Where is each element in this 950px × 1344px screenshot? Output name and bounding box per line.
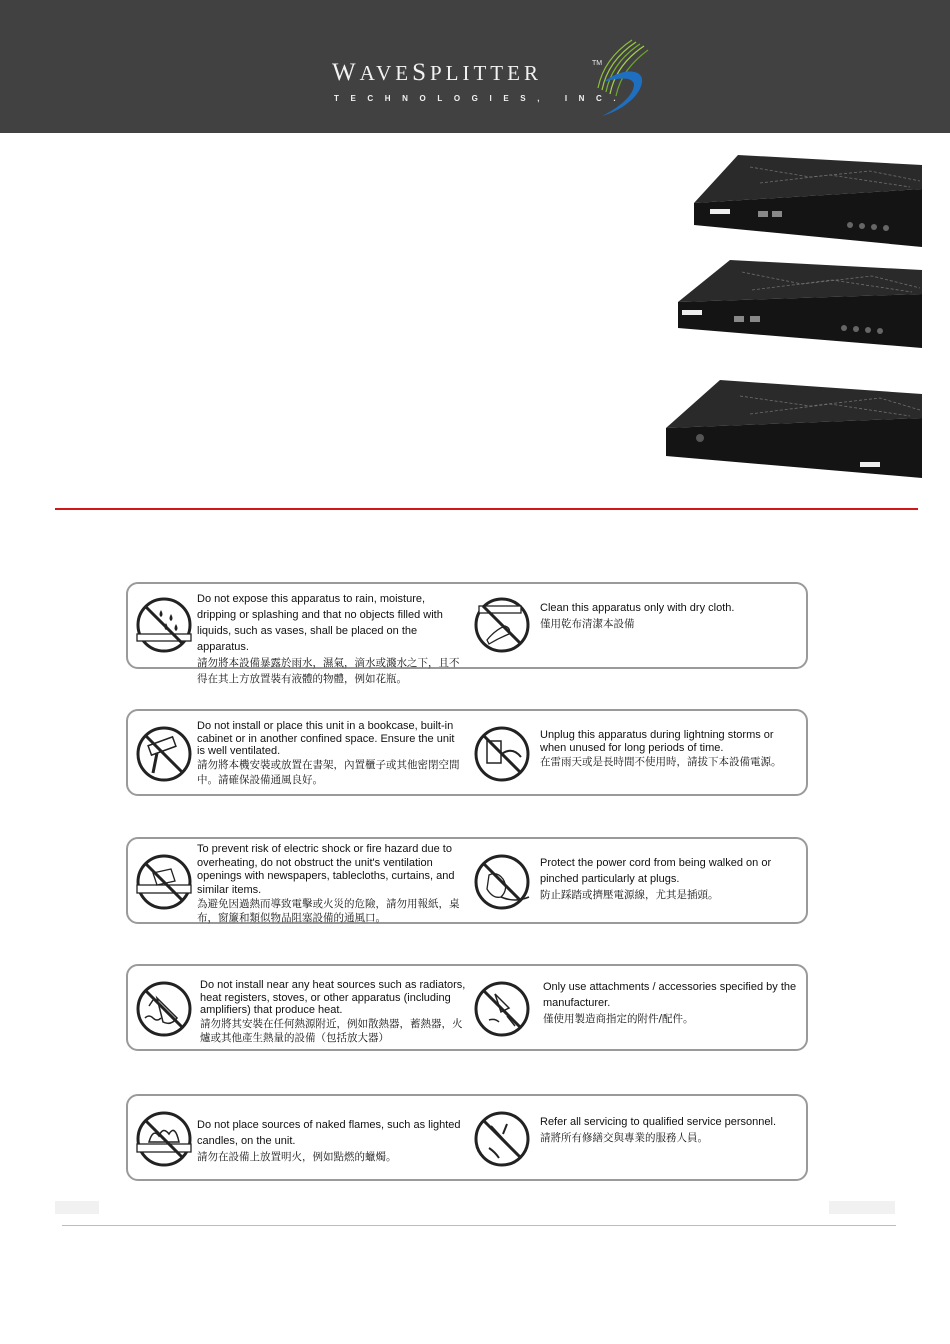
warning-text — [543, 979, 803, 1027]
warning-text — [540, 729, 802, 770]
approved-accessories-icon — [473, 980, 531, 1038]
no-heat-source-icon — [135, 980, 193, 1038]
warning-text — [540, 600, 800, 632]
warning-text-en: Unplug this apparatus during lightning storms or when unused for long periods of time. — [540, 729, 774, 754]
no-confined-space-icon — [135, 725, 193, 783]
warning-text — [197, 1117, 463, 1165]
warning-text-en: Protect the power cord from being walked on or pinched particularly at plugs. — [540, 857, 772, 885]
warning-text-zh: 僅用乾布清潔本設備 — [540, 618, 635, 630]
footer-tab-right — [829, 1201, 895, 1214]
warning-text-zh: 防止踩踏或擠壓電源線，尤其是插頭。 — [540, 889, 719, 901]
footer-tab-left — [55, 1201, 99, 1214]
warning-text — [197, 843, 463, 925]
wave-swoosh-icon — [592, 38, 654, 118]
no-self-service-icon — [473, 1110, 531, 1168]
no-blocked-vents-icon — [135, 853, 193, 911]
unplug-icon — [473, 725, 531, 783]
trademark-mark: TM — [592, 60, 603, 67]
page-header — [0, 0, 950, 133]
warning-text-zh: 請將所有修繕交與專業的服務人員。 — [540, 1132, 708, 1144]
logo-wordmark: WAVESPLITTER — [332, 59, 542, 86]
warning-text-zh: 為避免因過熱而導致電擊或火災的危險，請勿用報紙，桌布，窗簾和類似物品阻塞設備的通風口。 — [197, 898, 460, 924]
warning-text — [540, 1114, 802, 1146]
warning-text-zh: 請勿在設備上放置明火，例如點燃的蠟燭。 — [197, 1151, 397, 1163]
warning-text — [200, 979, 466, 1046]
safety-card — [126, 1094, 808, 1181]
warning-text-en: Only use attachments / accessories specified by the manufacturer. — [543, 981, 797, 1009]
company-logo — [330, 38, 660, 118]
warning-text — [540, 855, 802, 903]
warning-text — [197, 720, 463, 788]
safety-card — [126, 964, 808, 1051]
warning-text-en: Do not install or place this unit in a bookcase, built-in cabinet or in another confined space. Ensure the unit is well ventilated. — [197, 720, 455, 757]
safety-card — [126, 709, 808, 796]
warning-text-en: Refer all servicing to qualified service personnel. — [540, 1116, 777, 1128]
warning-text-zh: 請勿將本設備暴露於雨水，濕氣，滴水或濺水之下，且不得在其上方放置裝有液體的物體，例如花瓶。 — [197, 657, 460, 685]
protect-power-cord-icon — [473, 853, 531, 911]
no-wet-cleaning-icon — [473, 596, 531, 654]
section-divider — [55, 508, 918, 510]
warning-text-zh: 在雷雨天或是長時間不使用時，請拔下本設備電源。 — [540, 756, 782, 768]
warning-text-zh: 請勿將其安裝在任何熱源附近，例如散熱器，蓄熱器，火爐或其他產生熱量的設備（包括放大器） — [200, 1017, 463, 1044]
warning-text-en: Clean this apparatus only with dry cloth. — [540, 602, 735, 614]
footer-divider — [62, 1225, 896, 1226]
warning-text-en: Do not expose this apparatus to rain, moisture, dripping or splashing and that no objects filled with liquids, such as vases, shall be placed on the apparatus. — [197, 593, 443, 653]
no-liquid-icon — [135, 596, 193, 654]
safety-card — [126, 582, 808, 685]
product-extender-receiver — [672, 258, 934, 350]
warning-text-en: Do not install near any heat sources such as radiators, heat registers, stoves, or other apparatus (including amplifiers) that produce heat. — [200, 979, 466, 1016]
product-extender-receiver-rear — [660, 378, 932, 480]
warning-text-en: To prevent risk of electric shock or fire hazard due to overheating, do not obstruct the unit's ventilation openings with newspapers, tablecloths, curtains, and similar items. — [197, 843, 455, 896]
warning-text-zh: 僅使用製造商指定的附件/配件。 — [543, 1013, 694, 1025]
warning-text-en: Do not place sources of naked flames, such as lighted candles, on the unit. — [197, 1119, 461, 1147]
no-naked-flame-icon — [135, 1110, 193, 1168]
safety-card — [126, 837, 808, 924]
warning-text-zh: 請勿將本機安裝或放置在書架，內置櫃子或其他密閉空間中。請確保設備通風良好。 — [197, 758, 460, 786]
logo-tagline: TECHNOLOGIES, INC. — [334, 94, 628, 103]
product-extender-transmitter — [690, 153, 932, 249]
warning-text — [197, 591, 463, 687]
